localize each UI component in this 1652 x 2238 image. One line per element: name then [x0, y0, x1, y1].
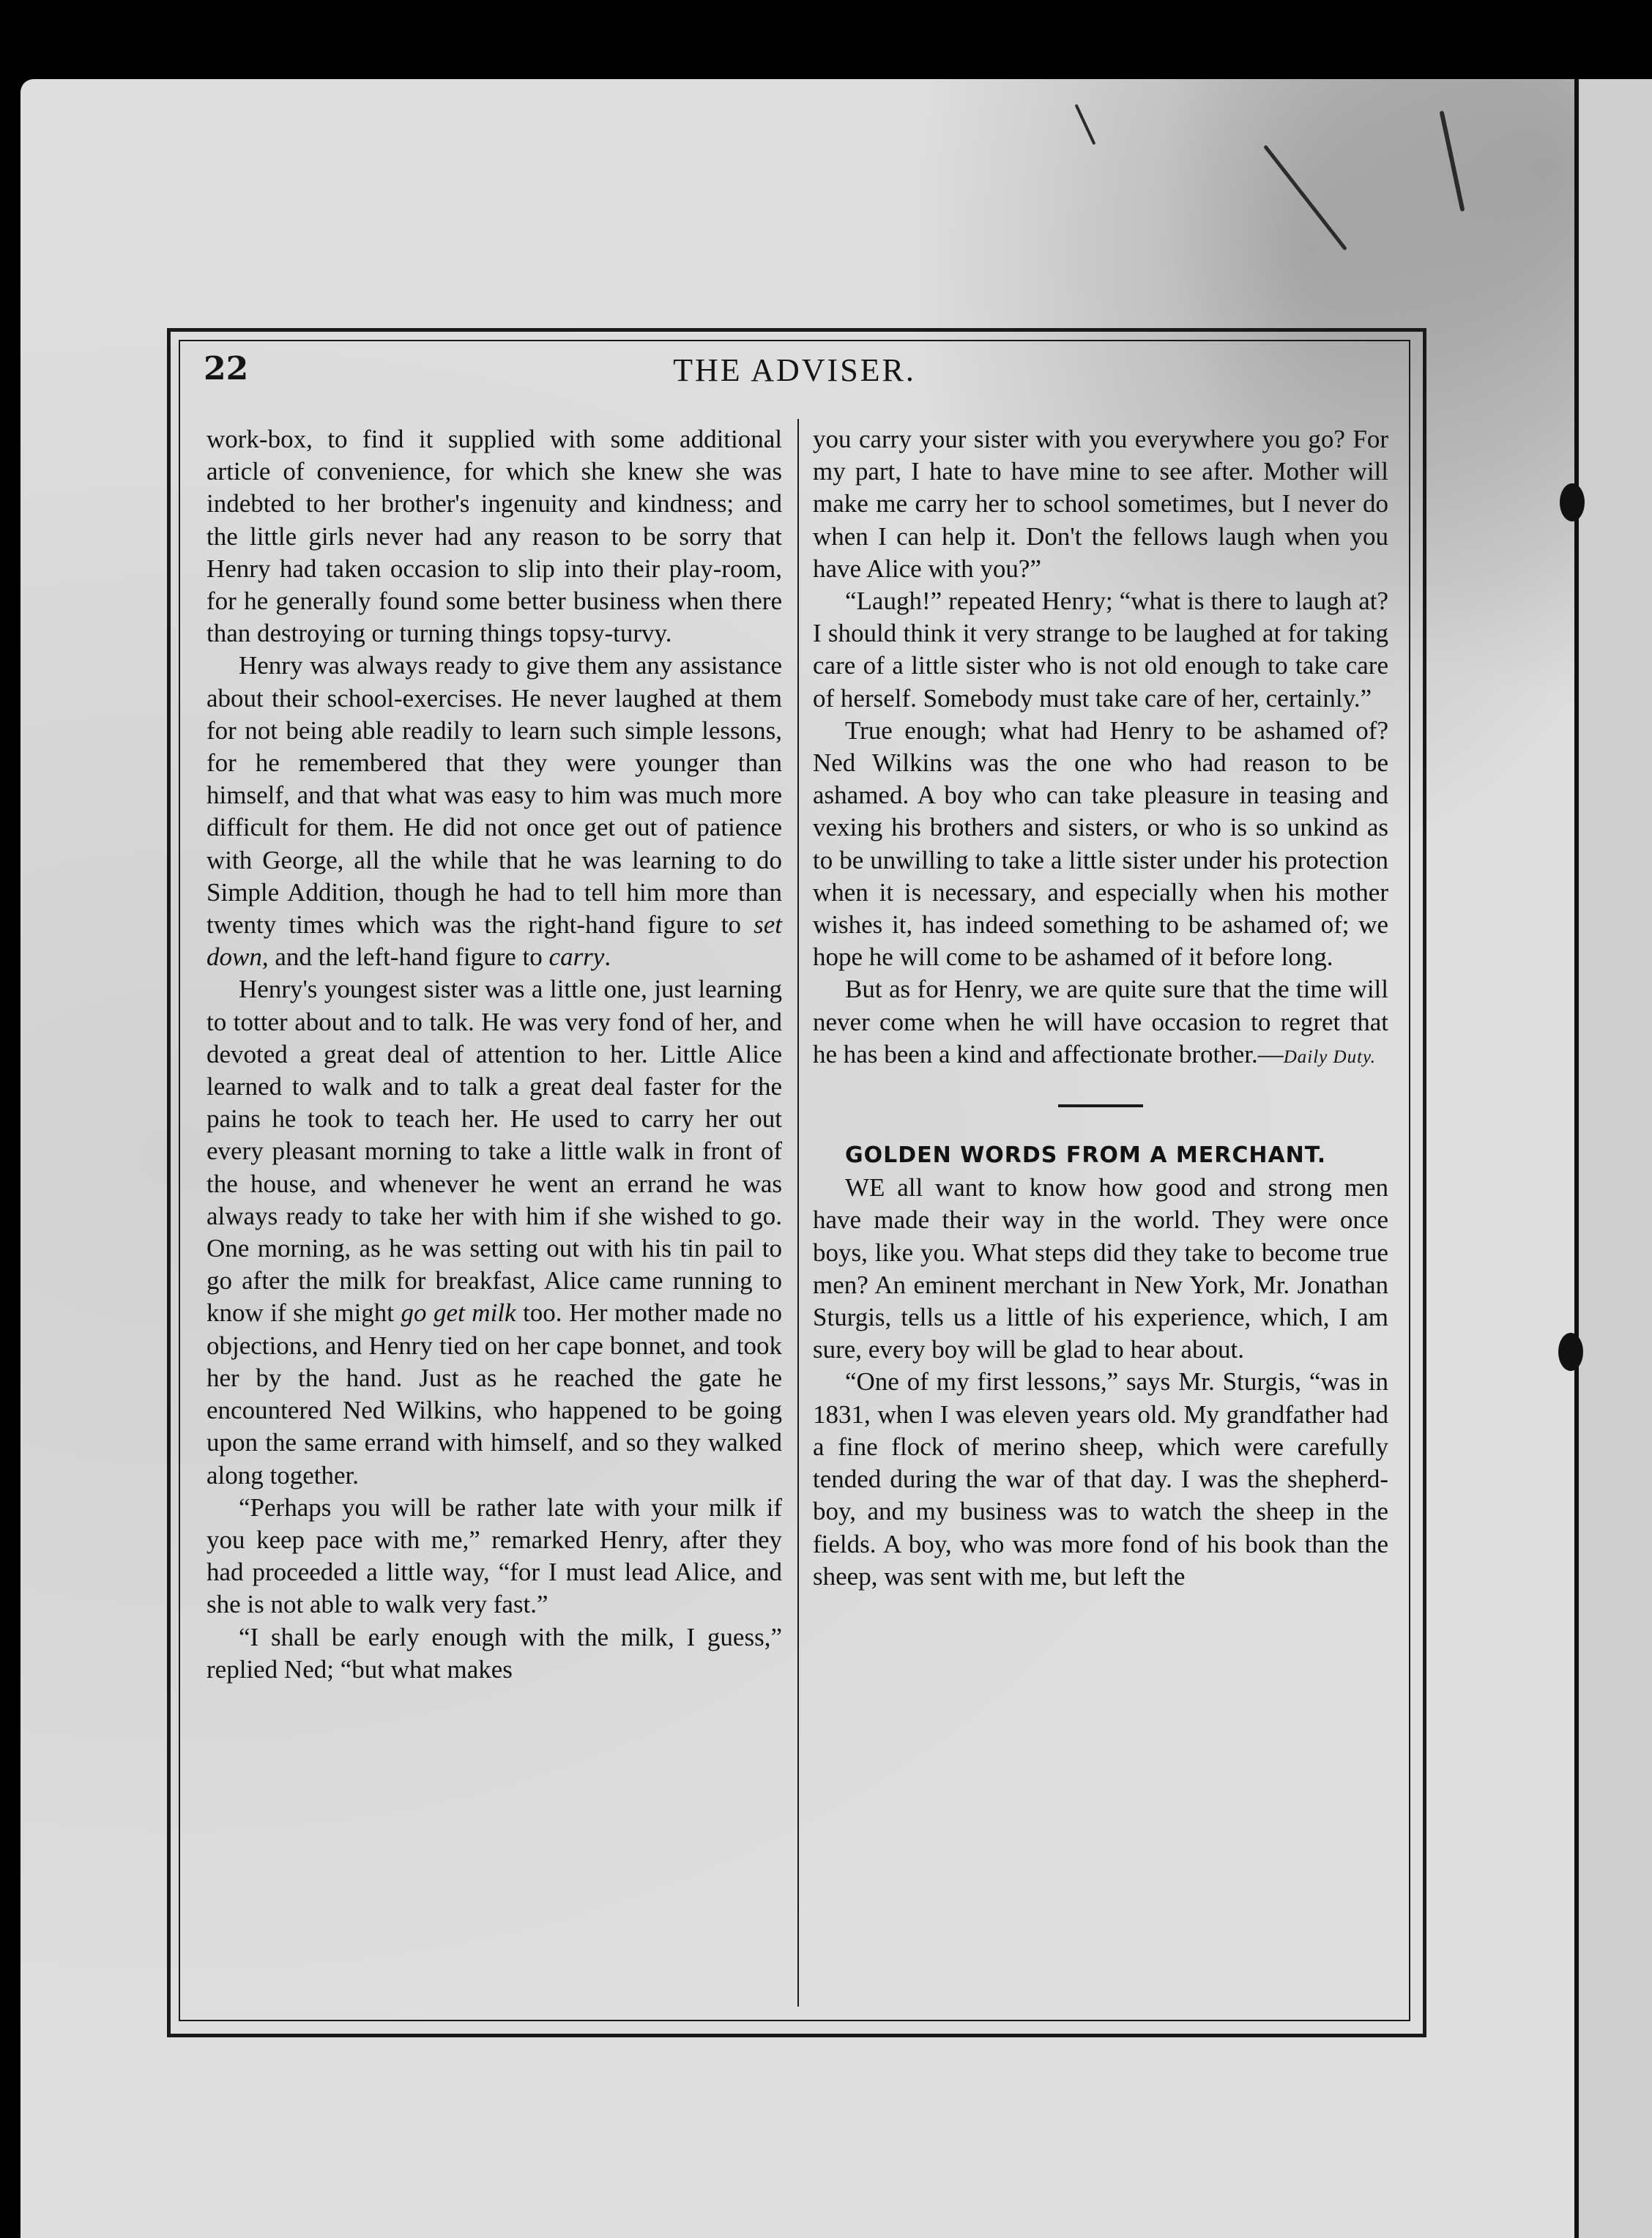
text-run: , and the left-hand figure to — [261, 943, 549, 972]
paragraph: “Perhaps you will be rather late with your milk if you keep pace with me,” remarked Henry, after they had proceeded a little way, “for I must lead Alice, and she is not able to walk very fast.” — [206, 1492, 782, 1619]
right-column — [813, 423, 1388, 2005]
emphasis-text: go get milk — [401, 1298, 516, 1328]
left-column — [206, 423, 782, 2005]
scan-border-top — [0, 0, 1652, 81]
paragraph: “One of my first lessons,” says Mr. Sturgis, “was in 1831, when I was eleven years old. My grandfather had a fine flock of merino sheep, which were carefully tended during the war of that day. I was the shepherd-boy, and my business was to watch the sheep in the fields. A boy, who was more fond of his book than the sheep, was sent with me, but left the — [813, 1367, 1388, 1591]
paragraph: work-box, to find it supplied with some additional article of convenience, for which she knew she was indebted to her brother's ingenuity and kindness; and the little girls never had any reason to be sorry that Henry had taken occasion to slip into their play-room, for he generally found some better business when there than destroying or turning things topsy-turvy. — [206, 425, 782, 648]
binding-strip — [1574, 79, 1652, 2238]
paragraph: you carry your sister with you everywhere you go? For my part, I hate to have mine to see after. Mother will make me carry her to school sometimes, but I never do when I can help it. Don't the fellows laugh when you have Alice with you?” — [813, 425, 1388, 583]
paragraph: WE all want to know how good and strong men have made their way in the world. They were once boys, like you. What steps did they take to become true men? An eminent merchant in New York, Mr. Jonathan Sturgis, tells us a little of his experience, which, I am sure, every boy will be glad to hear about. — [813, 1173, 1388, 1364]
paragraph — [206, 973, 782, 1491]
text-run: too. Her mother made no objections, and Henry tied on her cape bonnet, and took her by the hand. Just as he reached the gate he encountered Ned Wilkins, who happened to be going upon the same errand with himself, and so they walked along together. — [206, 1298, 782, 1490]
paragraph: True enough; what had Henry to be ashamed of? Ned Wilkins was the one who had reason to be ashamed. A boy who can take pleasure in teasing and vexing his brothers and sisters, or who is so unkind as to be unwilling to take a little sister under his protection when it is necessary, and especially when his mother wishes it, has indeed something to be ashamed of; we hope he will come to be ashamed of it before long. — [813, 715, 1388, 972]
running-title: THE ADVISER. — [673, 352, 916, 388]
column-divider — [797, 419, 799, 2007]
text-run: Henry's youngest sister was a little one, just learning to totter about and to talk. He was very fond of her, and devoted a great deal of attention to her. Little Alice learned to walk and to talk a great deal faster for the pains he took to teach her. He used to carry her out every pleasant morning to take a little walk in front of the house, and whenever he went an errand he was always ready to take her with him if she wished to go. One morning, as he was setting out with his tin pail to go after the milk for breakfast, Alice came running to know if she might — [206, 975, 782, 1328]
emphasis-text: set down — [206, 910, 782, 972]
source-attribution: Daily Duty. — [1283, 1046, 1376, 1067]
page-number: 22 — [204, 350, 249, 387]
paragraph — [206, 650, 782, 973]
binding-hole-mark — [1558, 1333, 1583, 1371]
text-run: But as for Henry, we are quite sure that the time will never come when he will have occasion to regret that he has been a kind and affectionate brother.— — [813, 975, 1388, 1068]
paragraph — [813, 973, 1388, 1074]
text-run: Henry was always ready to give them any assistance about their school-exercises. He never laughed at them for not being able readily to learn such simple lessons, for he remembered that they were younger than himself, and that what was easy to him was much more difficult for them. He did not once get out of patience with George, all the while that he was learning to do Simple Addition, though he had to tell him more than twenty times which was the right-hand figure to — [206, 651, 782, 940]
binding-hole-mark — [1560, 483, 1585, 521]
section-heading: GOLDEN WORDS FROM A MERCHANT. — [845, 1142, 1327, 1169]
paragraph: “Laugh!” repeated Henry; “what is there to laugh at? I should think it very strange to be laughed at for taking care of a little sister who is not old enough to take care of herself. Somebody must take care of her, certainly.” — [813, 587, 1388, 713]
text-run: . — [604, 943, 611, 972]
paragraph: “I shall be early enough with the milk, I guess,” replied Ned; “but what makes — [206, 1622, 782, 1684]
emphasis-text: carry — [548, 943, 605, 972]
section-rule — [1058, 1104, 1143, 1107]
